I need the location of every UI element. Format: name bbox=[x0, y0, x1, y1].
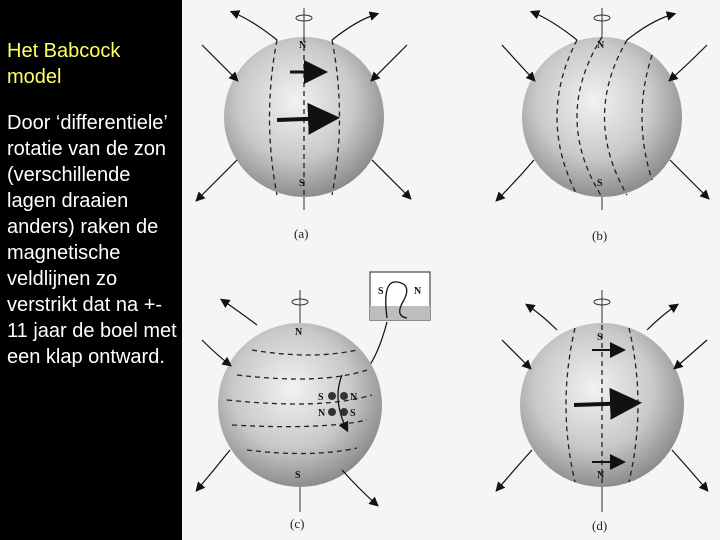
field-line-outer bbox=[332, 14, 377, 40]
field-line-outer bbox=[527, 305, 557, 330]
inset-right-label: N bbox=[414, 286, 422, 297]
field-line-outer bbox=[197, 450, 230, 490]
field-line-outer bbox=[232, 12, 277, 40]
field-line-outer bbox=[627, 14, 674, 40]
panel-c bbox=[197, 290, 382, 531]
south-pole-label: S bbox=[299, 178, 305, 189]
field-line-outer bbox=[372, 160, 410, 198]
field-line-outer bbox=[497, 160, 534, 200]
field-line-outer bbox=[670, 160, 708, 198]
rotation-flow-arrow bbox=[574, 403, 634, 405]
field-line-outer bbox=[342, 470, 377, 505]
field-line-outer bbox=[202, 45, 237, 80]
field-line-outer bbox=[222, 300, 257, 325]
field-line-outer bbox=[197, 160, 237, 200]
field-line-outer bbox=[672, 450, 707, 490]
north-pole-label: N bbox=[299, 40, 307, 51]
spot-label: N bbox=[350, 392, 358, 403]
spot-label: S bbox=[318, 392, 324, 403]
rotation-flow-arrow bbox=[277, 118, 332, 120]
south-pole-label: S bbox=[597, 178, 603, 189]
sunspot bbox=[328, 408, 336, 416]
sunspot bbox=[340, 392, 348, 400]
panel-a bbox=[197, 8, 410, 241]
slide-title: Het Babcock model bbox=[7, 40, 121, 88]
sun-sphere bbox=[218, 323, 382, 487]
panel-d bbox=[497, 290, 707, 533]
field-line-outer bbox=[202, 340, 230, 365]
south-pole-label: S bbox=[295, 470, 301, 481]
north-pole-label: N bbox=[597, 40, 605, 51]
field-line-outer bbox=[372, 45, 407, 80]
field-line-outer bbox=[497, 450, 532, 490]
slide-body-text: Door ‘differentiele’ rotatie van de zon (verschillende lagen draaien anders) raken de magnetische veldlijnen zo verstrikt dat na +- 11 jaar de boel met een klap ontward. bbox=[7, 112, 177, 368]
field-line-outer bbox=[647, 305, 677, 330]
field-line-outer bbox=[502, 340, 530, 368]
field-line-outer bbox=[670, 45, 707, 80]
bottom-pole-label: N bbox=[597, 470, 605, 481]
panel-caption: (c) bbox=[290, 516, 305, 531]
spot-label: S bbox=[350, 408, 356, 419]
inset-loop bbox=[362, 272, 430, 375]
panel-caption: (a) bbox=[294, 226, 309, 241]
field-line-outer bbox=[532, 12, 577, 40]
field-line-outer bbox=[502, 45, 534, 80]
sun-sphere bbox=[522, 37, 682, 197]
text-panel bbox=[0, 0, 182, 540]
panel-caption: (d) bbox=[592, 518, 608, 533]
sunspot bbox=[328, 392, 336, 400]
inset-left-label: S bbox=[378, 286, 384, 297]
top-pole-label: S bbox=[597, 332, 603, 343]
babcock-diagram-svg bbox=[182, 0, 720, 540]
babcock-diagram bbox=[182, 0, 720, 540]
panel-caption: (b) bbox=[592, 228, 608, 243]
spot-label: N bbox=[318, 408, 326, 419]
panel-b bbox=[497, 8, 708, 243]
north-pole-label: N bbox=[295, 327, 303, 338]
sunspot bbox=[340, 408, 348, 416]
field-line-outer bbox=[675, 340, 707, 368]
